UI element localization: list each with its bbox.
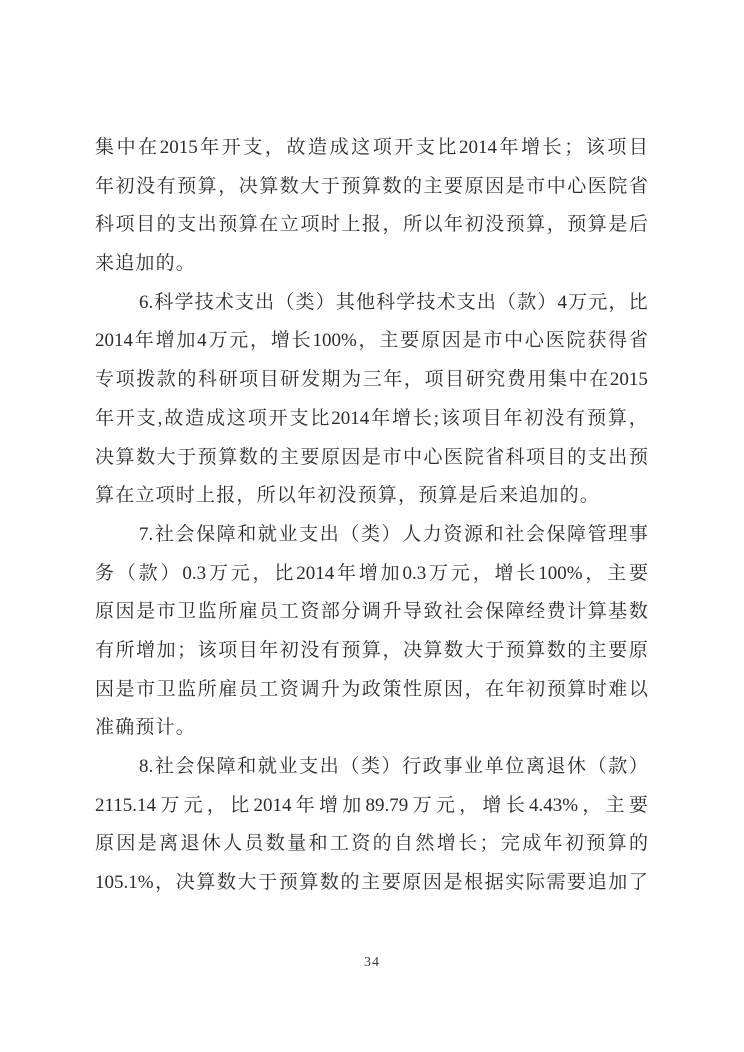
text-line: 2014 年 增 加 4 万 元 ， 增 长 100% ， 主 要 原 因 是 市 中 心 医 院 获 得 省 (95, 330, 648, 352)
paragraph-continuation-item5 (95, 129, 648, 284)
text-line: 算在立项时上报，所以年初没预算，预算是后来追加的。 (95, 485, 601, 507)
text-line: 务 （ 款 ） 0.3 万 元 ， 比 2014 年 增 加 0.3 万 元 ， 增 长 100% ， 主 要 (95, 562, 648, 584)
text-line: 有 所 增 加 ； 该 项 目 年 初 没 有 预 算 ， 决 算 数 大 于 预 算 数 的 主 要 原 (95, 639, 648, 661)
text-line: 准确预计。 (95, 717, 197, 739)
text-line: 8. 社 会 保 障 和 就 业 支 出 （ 类 ） 行 政 事 业 单 位 离 退 休 （ 款 ） (139, 756, 648, 777)
text-line: 专 项 拨 款 的 科 研 项 目 研 发 期 为 三 年 ， 项 目 研 究 费 用 集 中 在 2015 (95, 369, 648, 391)
page-number: 34 (364, 955, 380, 970)
paragraph-item7 (95, 516, 648, 748)
text-line: 集 中 在 2015 年 开 支 ， 故 造 成 这 项 开 支 比 2014 年 增 长 ； 该 项 目 (95, 137, 648, 158)
text-line: 6. 科 学 技 术 支 出 （ 类 ） 其 他 科 学 技 术 支 出 （ 款 ） 4 万 元 ， 比 (139, 291, 648, 313)
text-line: 7. 社 会 保 障 和 就 业 支 出 （ 类 ） 人 力 资 源 和 社 会 保 障 管 理 事 (139, 523, 648, 545)
text-block (95, 129, 648, 903)
text-line: 决 算 数 大 于 预 算 数 的 主 要 原 因 是 市 中 心 医 院 省 科 项 目 的 支 出 预 (95, 446, 648, 468)
text-line: 年 开 支 , 故 造 成 这 项 开 支 比 2014 年 增 长 ; 该 项 目 年 初 没 有 预 算 ， (95, 407, 648, 429)
text-line: 原 因 是 离 退 休 人 员 数 量 和 工 资 的 自 然 增 长 ； 完 成 年 初 预 算 的 (95, 833, 648, 855)
text-line: 原 因 是 市 卫 监 所 雇 员 工 资 部 分 调 升 导 致 社 会 保 障 经 费 计 算 基 数 (95, 601, 648, 623)
text-line: 来追加的。 (95, 253, 197, 275)
text-line: 年 初 没 有 预 算 ， 决 算 数 大 于 预 算 数 的 主 要 原 因 是 市 中 心 医 院 省 (95, 175, 648, 197)
paragraph-item6 (95, 284, 648, 516)
text-line: 科 项 目 的 支 出 预 算 在 立 项 时 上 报 ， 所 以 年 初 没 预 算 ， 预 算 是 后 (95, 214, 648, 236)
text-line: 2115.14 万 元 ， 比 2014 年 增 加 89.79 万 元 ， 增 长 4.43% ， 主 要 (95, 794, 648, 816)
text-line: 因 是 市 卫 监 所 雇 员 工 资 调 升 为 政 策 性 原 因 ， 在 年 初 预 算 时 难 以 (95, 678, 648, 700)
paragraph-item8 (95, 748, 648, 903)
text-line: 105.1% ， 决 算 数 大 于 预 算 数 的 主 要 原 因 是 根 据 实 际 需 要 追 加 了 (95, 872, 648, 894)
